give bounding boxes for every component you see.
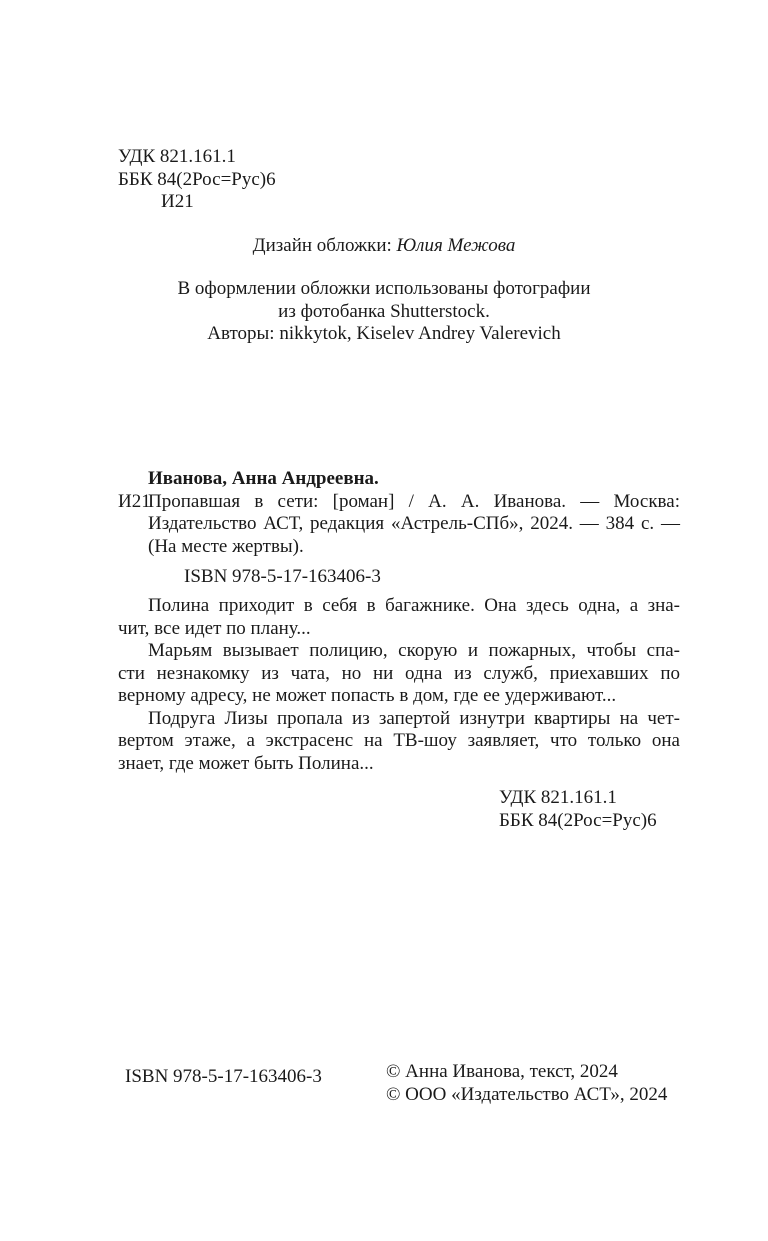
copyright-publisher: © ООО «Издательство АСТ», 2024 [386, 1083, 668, 1105]
copyright-block [386, 1061, 667, 1106]
annotation [118, 595, 680, 775]
cover-designer-name: Юлия Межова [396, 235, 516, 256]
annotation-line: чит, все идет по плану... [118, 617, 311, 639]
record-publisher-line: Издательство АСТ, редакция «Астрель-СПб», 2024. — 384 с. — [148, 513, 680, 534]
classification-block-bottom [499, 787, 657, 832]
record-author-mark: И21 [118, 490, 151, 512]
photo-credit-line: В оформлении обложки использованы фотографии [177, 278, 591, 299]
author-heading: Иванова, Анна Андреевна. [148, 468, 379, 489]
udk-code: УДК 821.161.1 [499, 787, 617, 808]
bbk-code: ББК 84(2Рос=Рус)6 [499, 809, 657, 831]
annotation-line: сти незнакомку из чата, но ни одна из служб, приехавших по [118, 662, 680, 684]
footer-isbn: ISBN 978-5-17-163406-3 [125, 1066, 322, 1087]
annotation-line: Полина приходит в себя в багажнике. Она здесь одна, а зна- [148, 595, 680, 616]
cover-design-label: Дизайн обложки: [252, 235, 392, 256]
record-first-line [118, 491, 680, 514]
cover-design-credit [0, 235, 768, 258]
record-isbn: ISBN 978-5-17-163406-3 [184, 566, 381, 587]
classification-block-top [118, 146, 276, 214]
photo-credit [0, 278, 768, 346]
author-mark: И21 [161, 191, 194, 212]
bibliographic-record [118, 468, 680, 589]
annotation-line: вертом этаже, а экстрасенс на ТВ-шоу заявляет, что только она [118, 730, 680, 751]
copyright-text: © Анна Иванова, текст, 2024 [386, 1061, 618, 1082]
annotation-line: Подруга Лизы пропала из запертой изнутри квартиры на чет- [148, 707, 680, 729]
annotation-line: знает, где может быть Полина... [118, 752, 374, 774]
annotation-line: верному адресу, не может попасть в дом, где ее удерживают... [118, 685, 617, 706]
photo-credit-line: Авторы: nikkytok, Kiselev Andrey Valerevich [207, 323, 561, 344]
bbk-code: ББК 84(2Рос=Рус)6 [118, 168, 276, 190]
annotation-line: Марьям вызывает полицию, скорую и пожарных, чтобы спа- [148, 640, 680, 661]
udk-code: УДК 821.161.1 [118, 146, 236, 167]
record-series-line: (На месте жертвы). [148, 535, 304, 557]
photo-credit-line: из фотобанка Shutterstock. [278, 300, 490, 322]
record-title-line: Пропавшая в сети: [роман] / А. А. Иванова. — Москва: [148, 490, 680, 512]
